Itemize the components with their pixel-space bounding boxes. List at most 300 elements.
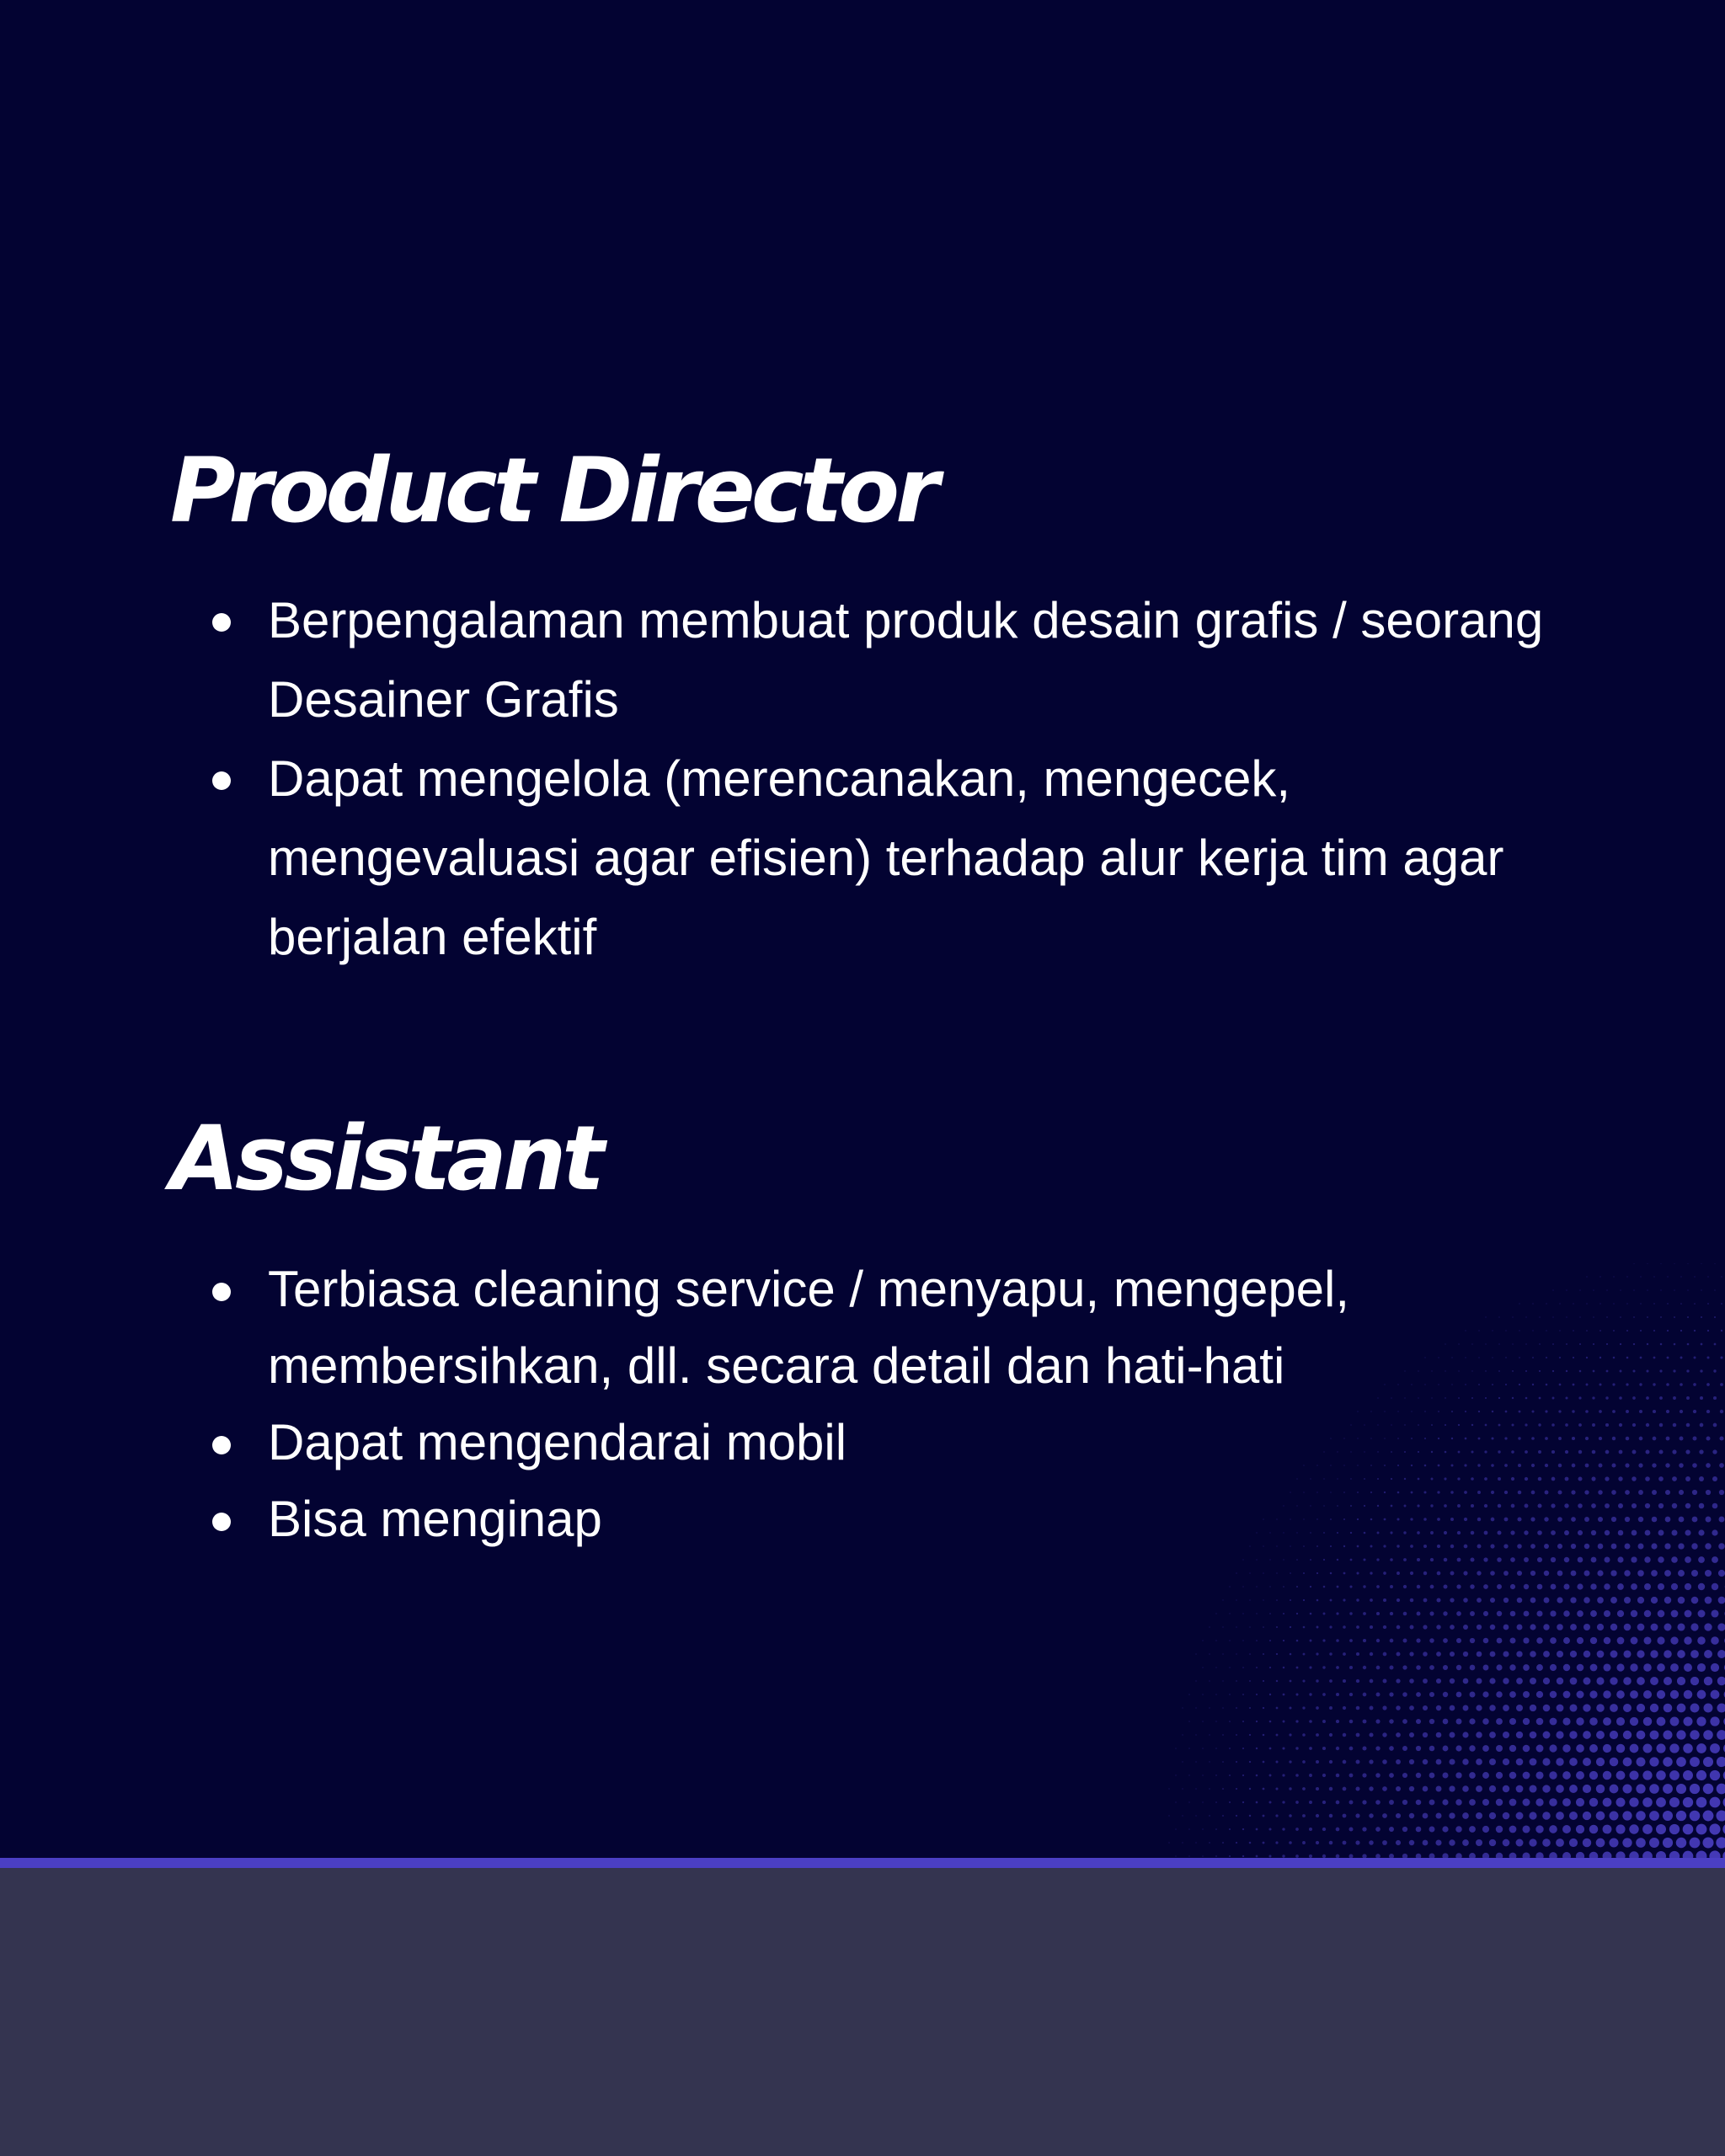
halftone-dot xyxy=(1610,1597,1617,1604)
halftone-dot xyxy=(1712,1449,1717,1454)
halftone-dot xyxy=(1443,1611,1447,1615)
halftone-dot xyxy=(1195,1653,1196,1654)
halftone-dot xyxy=(1665,1490,1670,1495)
halftone-dot xyxy=(1616,1744,1625,1753)
halftone-dot xyxy=(1721,1276,1722,1277)
halftone-dot xyxy=(1606,1370,1609,1373)
halftone-dot xyxy=(1222,1707,1223,1708)
halftone-dot xyxy=(1717,1677,1725,1686)
halftone-dot xyxy=(1646,1369,1648,1372)
halftone-dot xyxy=(1623,1704,1632,1712)
halftone-dot xyxy=(1263,1842,1265,1844)
halftone-dot xyxy=(1469,1718,1475,1724)
halftone-dot xyxy=(1712,1476,1717,1481)
halftone-dot xyxy=(1236,1761,1237,1763)
halftone-dot xyxy=(1626,1303,1627,1304)
halftone-dot xyxy=(1660,1316,1662,1318)
halftone-dot xyxy=(1605,1396,1608,1399)
halftone-dot xyxy=(1658,1503,1664,1508)
halftone-dot xyxy=(1195,1761,1196,1762)
halftone-dot xyxy=(1503,1705,1509,1711)
halftone-dot xyxy=(1651,1570,1658,1577)
halftone-dot xyxy=(1383,1572,1386,1575)
halftone-dot xyxy=(1676,1757,1686,1767)
halftone-dot xyxy=(1389,1719,1393,1723)
halftone-dot xyxy=(1336,1612,1338,1614)
halftone-dot xyxy=(1669,1851,1680,1858)
halftone-dot xyxy=(1609,1838,1618,1847)
halftone-dot xyxy=(1409,1759,1414,1764)
halftone-dot xyxy=(1229,1667,1230,1668)
halftone-dot xyxy=(1710,1743,1720,1753)
halftone-dot xyxy=(1336,1747,1339,1750)
halftone-dot xyxy=(1349,1774,1354,1778)
halftone-dot xyxy=(1698,1583,1705,1590)
halftone-dot xyxy=(1456,1611,1461,1616)
halftone-dot xyxy=(1657,1663,1665,1672)
halftone-dot xyxy=(1717,1730,1725,1740)
halftone-dot xyxy=(1624,1624,1632,1631)
halftone-dot xyxy=(1423,1732,1428,1737)
halftone-dot xyxy=(1704,1677,1712,1685)
halftone-dot xyxy=(1606,1343,1608,1345)
halftone-dot xyxy=(1721,1303,1722,1305)
halftone-dot xyxy=(1523,1772,1530,1780)
halftone-dot xyxy=(1642,1797,1653,1807)
halftone-dot xyxy=(1586,1276,1587,1277)
halftone-dot xyxy=(1429,1827,1435,1833)
halftone-dot xyxy=(1636,1784,1645,1793)
halftone-dot xyxy=(1706,1437,1711,1441)
halftone-dot xyxy=(1269,1586,1270,1587)
halftone-dot xyxy=(1569,1785,1578,1793)
halftone-dot xyxy=(1383,1625,1386,1629)
halftone-dot xyxy=(1503,1678,1509,1684)
halftone-dot xyxy=(1551,1557,1556,1562)
halftone-dot xyxy=(1470,1557,1474,1561)
halftone-dot xyxy=(1376,1558,1379,1561)
halftone-dot xyxy=(1295,1801,1299,1804)
halftone-dot xyxy=(1362,1827,1366,1831)
halftone-dot xyxy=(1450,1652,1455,1657)
halftone-dot xyxy=(1670,1690,1679,1699)
halftone-dot xyxy=(1669,1743,1679,1753)
halftone-dot xyxy=(1646,1423,1649,1427)
halftone-dot xyxy=(1616,1690,1625,1699)
halftone-dot xyxy=(1637,1677,1645,1685)
halftone-dot xyxy=(1658,1556,1664,1563)
halftone-dot xyxy=(1577,1610,1583,1617)
halftone-dot xyxy=(1690,1730,1699,1739)
halftone-dot xyxy=(1596,1758,1605,1766)
halftone-dot xyxy=(1370,1679,1374,1684)
halftone-dot xyxy=(1516,1758,1524,1766)
halftone-dot xyxy=(1718,1570,1725,1577)
halftone-dot xyxy=(1256,1801,1258,1804)
halftone-dot xyxy=(1323,1613,1326,1615)
halftone-dot xyxy=(1705,1543,1712,1550)
halftone-dot xyxy=(1263,1734,1265,1737)
halftone-dot xyxy=(1652,1517,1658,1523)
halftone-dot xyxy=(1290,1653,1292,1656)
halftone-dot xyxy=(1631,1556,1637,1562)
halftone-dot xyxy=(1276,1761,1279,1764)
halftone-dot xyxy=(1697,1663,1706,1672)
halftone-dot xyxy=(1569,1812,1578,1820)
halftone-dot xyxy=(1497,1611,1502,1616)
halftone-dot xyxy=(1676,1730,1685,1739)
halftone-dot xyxy=(1343,1679,1346,1683)
halftone-dot xyxy=(1631,1610,1637,1617)
halftone-dot xyxy=(1642,1770,1652,1780)
halftone-dot xyxy=(1704,1623,1712,1630)
halftone-dot xyxy=(1269,1640,1271,1641)
halftone-dot xyxy=(1703,1757,1713,1767)
halftone-dot xyxy=(1263,1815,1265,1817)
halftone-dot xyxy=(1564,1557,1570,1563)
halftone-dot xyxy=(1717,1623,1725,1630)
halftone-dot xyxy=(1509,1664,1515,1670)
halftone-dot xyxy=(1610,1785,1619,1794)
halftone-dot xyxy=(1669,1770,1680,1780)
halftone-dot xyxy=(1616,1798,1626,1807)
halftone-dot xyxy=(1289,1706,1291,1709)
halftone-dot xyxy=(1637,1543,1643,1549)
halftone-dot xyxy=(1356,1679,1359,1683)
halftone-dot xyxy=(1349,1639,1353,1642)
halftone-dot xyxy=(1629,1824,1638,1833)
halftone-dot xyxy=(1363,1612,1366,1615)
halftone-dot xyxy=(1322,1720,1326,1723)
halftone-dot xyxy=(1517,1625,1523,1630)
halftone-dot xyxy=(1591,1476,1595,1481)
halftone-dot xyxy=(1680,1303,1682,1305)
halftone-dot xyxy=(1490,1625,1495,1630)
halftone-dot xyxy=(1649,1838,1659,1848)
halftone-dot xyxy=(1719,1517,1725,1523)
halftone-dot xyxy=(1599,1330,1601,1331)
footer-band xyxy=(0,1868,1725,2156)
halftone-dot xyxy=(1550,1691,1557,1699)
halftone-dot xyxy=(1683,1716,1692,1726)
halftone-dot xyxy=(1706,1517,1712,1523)
halftone-dot xyxy=(1653,1437,1657,1441)
halftone-dot xyxy=(1690,1650,1699,1658)
halftone-dot xyxy=(1402,1665,1407,1669)
halftone-dot xyxy=(1658,1530,1664,1536)
halftone-dot xyxy=(1449,1839,1455,1845)
halftone-dot xyxy=(1322,1747,1326,1750)
halftone-dot xyxy=(1456,1692,1462,1698)
halftone-dot xyxy=(1416,1746,1421,1751)
halftone-dot xyxy=(1694,1357,1696,1359)
halftone-dot xyxy=(1462,1839,1469,1846)
halftone-dot xyxy=(1664,1704,1673,1713)
halftone-dot xyxy=(1706,1490,1711,1495)
halftone-dot xyxy=(1569,1758,1578,1766)
halftone-dot xyxy=(1222,1680,1223,1681)
halftone-dot xyxy=(1569,1838,1578,1847)
halftone-dot xyxy=(1348,1827,1353,1831)
halftone-dot xyxy=(1656,1797,1666,1807)
halftone-dot xyxy=(1719,1490,1724,1495)
halftone-dot xyxy=(1503,1571,1509,1576)
halftone-dot xyxy=(1647,1263,1648,1264)
halftone-dot xyxy=(1343,1625,1346,1629)
halftone-dot xyxy=(1620,1289,1621,1290)
halftone-dot xyxy=(1337,1559,1338,1561)
halftone-dot xyxy=(1603,1771,1612,1780)
halftone-dot xyxy=(1617,1583,1624,1590)
halftone-dot xyxy=(1693,1410,1696,1413)
halftone-dot xyxy=(1690,1784,1700,1794)
halftone-dot xyxy=(1658,1610,1665,1618)
halftone-dot xyxy=(1650,1650,1658,1657)
halftone-dot xyxy=(1215,1640,1216,1641)
halftone-dot xyxy=(1562,1771,1571,1780)
halftone-dot xyxy=(1303,1599,1305,1601)
halftone-dot xyxy=(1691,1570,1698,1577)
halftone-dot xyxy=(1590,1637,1597,1644)
halftone-dot xyxy=(1390,1639,1394,1643)
halftone-dot xyxy=(1423,1572,1427,1575)
halftone-dot xyxy=(1182,1815,1183,1816)
halftone-dot xyxy=(1619,1423,1622,1427)
halftone-dot xyxy=(1703,1730,1713,1740)
halftone-dot xyxy=(1296,1667,1299,1669)
halftone-dot xyxy=(1718,1597,1725,1604)
halftone-dot xyxy=(1503,1839,1510,1847)
halftone-dot xyxy=(1316,1841,1319,1844)
halftone-dot xyxy=(1690,1704,1700,1713)
halftone-dot xyxy=(1389,1746,1394,1751)
halftone-dot xyxy=(1680,1357,1683,1359)
list-item xyxy=(168,581,1583,739)
halftone-dot xyxy=(1229,1855,1231,1857)
halftone-dot xyxy=(1625,1517,1630,1522)
halftone-dot xyxy=(1423,1813,1429,1819)
halftone-dot xyxy=(1557,1705,1564,1712)
halftone-dot xyxy=(1390,1612,1393,1615)
halftone-dot xyxy=(1450,1678,1455,1684)
halftone-dot xyxy=(1263,1653,1264,1655)
halftone-dot xyxy=(1482,1745,1489,1752)
halftone-dot xyxy=(1482,1799,1489,1806)
halftone-dot xyxy=(1222,1815,1224,1817)
halftone-dot xyxy=(1718,1543,1725,1550)
halftone-dot xyxy=(1690,1838,1701,1849)
halftone-dot xyxy=(1690,1677,1699,1685)
halftone-dot xyxy=(1522,1825,1530,1833)
halftone-dot xyxy=(1669,1824,1680,1834)
halftone-dot xyxy=(1623,1731,1632,1739)
halftone-dot xyxy=(1242,1801,1244,1803)
halftone-dot xyxy=(1397,1598,1400,1602)
halftone-dot xyxy=(1282,1747,1284,1749)
halftone-dot xyxy=(1249,1815,1251,1817)
halftone-dot xyxy=(1639,1437,1643,1441)
halftone-dot xyxy=(1276,1626,1278,1628)
halftone-dot xyxy=(1383,1679,1387,1684)
halftone-dot xyxy=(1482,1772,1489,1779)
halftone-dot xyxy=(1463,1598,1468,1603)
halftone-dot xyxy=(1651,1624,1658,1631)
halftone-dot xyxy=(1620,1343,1621,1345)
halftone-dot xyxy=(1596,1731,1605,1739)
halftone-dot xyxy=(1610,1624,1617,1630)
halftone-dot xyxy=(1256,1855,1258,1858)
halftone-dot xyxy=(1269,1774,1272,1777)
assistant-requirements xyxy=(168,1251,1583,1557)
halftone-dot xyxy=(1343,1733,1346,1737)
halftone-dot xyxy=(1182,1842,1183,1843)
halftone-dot xyxy=(1611,1490,1616,1495)
halftone-dot xyxy=(1175,1801,1176,1802)
halftone-dot xyxy=(1497,1557,1502,1562)
halftone-dot xyxy=(1613,1276,1614,1277)
halftone-dot xyxy=(1663,1838,1673,1848)
halftone-dot xyxy=(1497,1638,1503,1644)
halftone-dot xyxy=(1470,1584,1475,1589)
halftone-dot xyxy=(1590,1664,1598,1672)
halftone-dot xyxy=(1556,1785,1564,1793)
halftone-dot xyxy=(1536,1637,1543,1644)
halftone-dot xyxy=(1624,1597,1631,1604)
halftone-dot xyxy=(1629,1770,1638,1780)
halftone-dot xyxy=(1626,1437,1630,1441)
halftone-dot xyxy=(1456,1584,1461,1588)
halftone-dot xyxy=(1577,1691,1584,1699)
halftone-dot xyxy=(1336,1666,1339,1669)
halftone-dot xyxy=(1336,1693,1339,1696)
halftone-dot xyxy=(1717,1784,1725,1795)
halftone-dot xyxy=(1283,1694,1285,1696)
halftone-dot xyxy=(1536,1610,1542,1616)
halftone-dot xyxy=(1323,1559,1325,1561)
halftone-dot xyxy=(1650,1677,1658,1685)
halftone-dot xyxy=(1669,1797,1680,1807)
halftone-dot xyxy=(1463,1652,1468,1657)
halftone-dot xyxy=(1496,1745,1503,1752)
halftone-dot xyxy=(1483,1665,1489,1671)
halftone-dot xyxy=(1417,1585,1421,1589)
product-director-requirements xyxy=(168,581,1583,977)
halftone-dot xyxy=(1642,1824,1653,1834)
halftone-dot xyxy=(1356,1625,1359,1629)
halftone-dot xyxy=(1369,1813,1373,1817)
halftone-dot xyxy=(1396,1732,1401,1737)
halftone-dot xyxy=(1651,1597,1658,1604)
halftone-dot xyxy=(1613,1357,1616,1359)
halftone-dot xyxy=(1619,1450,1623,1454)
halftone-dot xyxy=(1489,1812,1496,1819)
halftone-dot xyxy=(1562,1798,1571,1806)
halftone-dot xyxy=(1417,1558,1420,1561)
halftone-dot xyxy=(1450,1598,1454,1602)
halftone-dot xyxy=(1564,1584,1570,1590)
halftone-dot xyxy=(1222,1734,1223,1735)
halftone-dot xyxy=(1322,1774,1326,1777)
halftone-dot xyxy=(1530,1571,1535,1576)
halftone-dot xyxy=(1698,1556,1705,1563)
halftone-dot xyxy=(1343,1760,1347,1764)
list-item xyxy=(168,1251,1583,1404)
halftone-dot xyxy=(1706,1463,1711,1468)
halftone-dot xyxy=(1671,1529,1677,1535)
halftone-dot xyxy=(1599,1276,1600,1277)
halftone-dot xyxy=(1416,1800,1422,1806)
halftone-dot xyxy=(1643,1636,1651,1644)
halftone-dot xyxy=(1376,1585,1380,1588)
halftone-dot xyxy=(1489,1758,1496,1765)
halftone-dot xyxy=(1517,1571,1522,1576)
halftone-dot xyxy=(1509,1637,1515,1643)
list-item-text: Dapat mengendarai mobil xyxy=(268,1414,847,1470)
halftone-dot xyxy=(1617,1610,1624,1617)
halftone-dot xyxy=(1637,1597,1644,1604)
halftone-dot xyxy=(1680,1330,1682,1331)
halftone-dot xyxy=(1355,1813,1359,1817)
halftone-dot xyxy=(1683,1851,1694,1858)
halftone-dot xyxy=(1640,1330,1642,1331)
halftone-dot xyxy=(1679,1463,1684,1468)
halftone-dot xyxy=(1716,1837,1725,1848)
halftone-dot xyxy=(1690,1757,1700,1767)
halftone-dot xyxy=(1215,1667,1216,1668)
halftone-dot xyxy=(1430,1585,1434,1589)
halftone-dot xyxy=(1664,1624,1672,1631)
halftone-dot xyxy=(1704,1704,1713,1713)
halftone-dot xyxy=(1542,1812,1550,1819)
halftone-dot xyxy=(1658,1476,1664,1481)
halftone-dot xyxy=(1612,1410,1616,1413)
halftone-dot xyxy=(1699,1476,1704,1481)
halftone-dot xyxy=(1249,1761,1251,1763)
halftone-dot xyxy=(1623,1677,1632,1685)
halftone-dot xyxy=(1436,1786,1442,1792)
halftone-dot xyxy=(1409,1813,1414,1818)
halftone-dot xyxy=(1649,1757,1658,1766)
halftone-dot xyxy=(1696,1716,1706,1726)
halftone-dot xyxy=(1430,1558,1434,1561)
halftone-dot xyxy=(1640,1276,1641,1277)
halftone-dot xyxy=(1390,1585,1393,1588)
halftone-dot xyxy=(1209,1842,1210,1843)
halftone-dot xyxy=(1612,1383,1615,1385)
halftone-dot xyxy=(1683,1824,1694,1835)
halftone-dot xyxy=(1516,1785,1524,1793)
halftone-dot xyxy=(1632,1396,1636,1400)
halftone-dot xyxy=(1309,1693,1311,1695)
halftone-dot xyxy=(1562,1744,1570,1752)
halftone-dot xyxy=(1276,1680,1278,1682)
halftone-dot xyxy=(1269,1801,1272,1804)
bullet-dot-icon xyxy=(212,1513,231,1531)
halftone-dot xyxy=(1249,1788,1251,1790)
halftone-dot xyxy=(1672,1476,1677,1481)
halftone-dot xyxy=(1289,1787,1291,1790)
halftone-dot xyxy=(1530,1598,1536,1604)
halftone-dot xyxy=(1712,1556,1718,1563)
halftone-dot xyxy=(1175,1828,1176,1829)
halftone-dot xyxy=(1660,1263,1661,1264)
halftone-dot xyxy=(1209,1653,1210,1654)
halftone-dot xyxy=(1610,1731,1618,1739)
halftone-dot xyxy=(1653,1357,1656,1359)
halftone-dot xyxy=(1389,1800,1394,1805)
halftone-dot xyxy=(1637,1731,1646,1740)
halftone-dot xyxy=(1557,1597,1562,1603)
